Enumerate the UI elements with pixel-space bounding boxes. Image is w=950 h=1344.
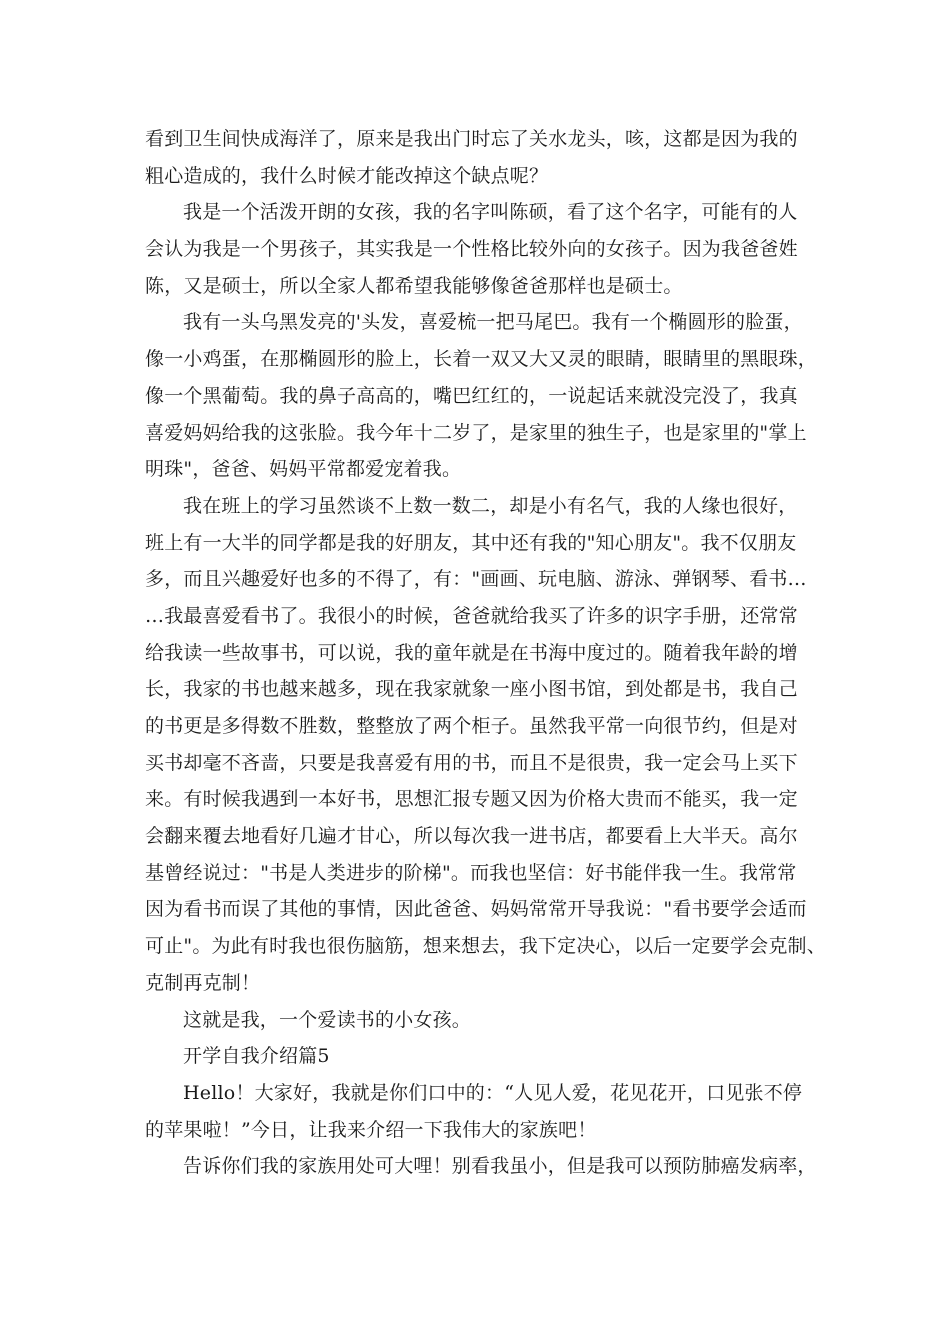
text-line: 因为看书而误了其他的事情，因此爸爸、妈妈常常开导我说："看书要学会适而	[145, 898, 807, 921]
text-line: 班上有一大半的同学都是我的好朋友，其中还有我的"知心朋友"。我不仅朋友	[145, 531, 797, 554]
text-line: Hello！大家好，我就是你们口中的：“人见人爱，花见花开，口见张不停	[183, 1081, 803, 1104]
text-line: 会翻来覆去地看好几遍才甘心，所以每次我一进书店，都要看上大半天。高尔	[145, 825, 798, 848]
paragraph-name-intro	[145, 194, 825, 304]
paragraph-family	[145, 1148, 825, 1185]
text-line: 我是一个活泼开朗的女孩，我的名字叫陈硕，看了这个名字，可能有的人	[183, 201, 798, 224]
text-line: 告诉你们我的家族用处可大哩！别看我虽小，但是我可以预防肺癌发病率，	[183, 1155, 817, 1178]
text-line: 粗心造成的，我什么时候才能改掉这个缺点呢？	[145, 164, 549, 187]
text-line: 可止"。为此有时我也很伤脑筋，想来想去，我下定决心，以后一定要学会克制、	[145, 935, 826, 958]
paragraph-hobbies	[145, 488, 825, 1002]
paragraph-closing	[145, 1002, 825, 1039]
text-line: 像一小鸡蛋，在那椭圆形的脸上，长着一双又大又灵的眼睛，眼睛里的黑眼珠，	[145, 348, 818, 371]
text-line: …我最喜爱看书了。我很小的时候，爸爸就给我买了许多的识字手册，还常常	[145, 604, 798, 627]
text-line: 的苹果啦！”今日，让我来介绍一下我伟大的家族吧！	[145, 1118, 597, 1141]
text-line: 长，我家的书也越来越多，现在我家就象一座小图书馆，到处都是书，我自己	[145, 678, 798, 701]
text-line: 基曾经说过："书是人类进步的阶梯"。而我也坚信：好书能伴我一生。我常常	[145, 861, 797, 884]
text-line: 的书更是多得数不胜数，整整放了两个柜子。虽然我平常一向很节约，但是对	[145, 715, 798, 737]
text-line: 陈，又是硕士，所以全家人都希望我能够像爸爸那样也是硕士。	[145, 274, 683, 297]
text-line: 多，而且兴趣爱好也多的不得了，有："画画、玩电脑、游泳、弹钢琴、看书…	[145, 568, 807, 591]
paragraph-hello	[145, 1075, 825, 1148]
text-line: 会认为我是一个男孩子，其实我是一个性格比较外向的女孩子。因为我爸爸姓	[145, 238, 798, 261]
text-line: 我有一头乌黑发亮的'头发，喜爱梳一把马尾巴。我有一个椭圆形的脸蛋，	[183, 311, 803, 334]
text-line: 像一个黑葡萄。我的鼻子高高的，嘴巴红红的，一说起话来就没完没了，我真	[145, 384, 798, 407]
text-line: 这就是我，一个爱读书的小女孩。	[183, 1008, 472, 1031]
section-title: 开学自我介绍篇5	[183, 1045, 330, 1068]
text-line: 买书却毫不吝啬，只要是我喜爱有用的书，而且不是很贵，我一定会马上买下	[145, 751, 798, 774]
text-line: 我在班上的学习虽然谈不上数一数二，却是小有名气，我的人缘也很好，	[183, 494, 798, 517]
section-heading	[145, 1038, 825, 1075]
document-body	[145, 121, 825, 1185]
text-line: 克制再克制！	[145, 971, 261, 994]
text-line: 来。有时候我遇到一本好书，思想汇报专题又因为价格大贵而不能买，我一定	[145, 788, 798, 811]
text-line: 明珠"，爸爸、妈妈平常都爱宠着我。	[145, 458, 462, 481]
text-line: 喜爱妈妈给我的这张脸。我今年十二岁了，是家里的独生子，也是家里的"掌上	[145, 421, 807, 444]
text-line: 给我读一些故事书，可以说，我的童年就是在书海中度过的。随着我年龄的增	[145, 641, 798, 664]
text-line: 看到卫生间快成海洋了，原来是我出门时忘了关水龙头，咳，这都是因为我的	[145, 128, 798, 150]
paragraph-sink-overflow	[145, 121, 825, 194]
paragraph-appearance	[145, 304, 825, 487]
